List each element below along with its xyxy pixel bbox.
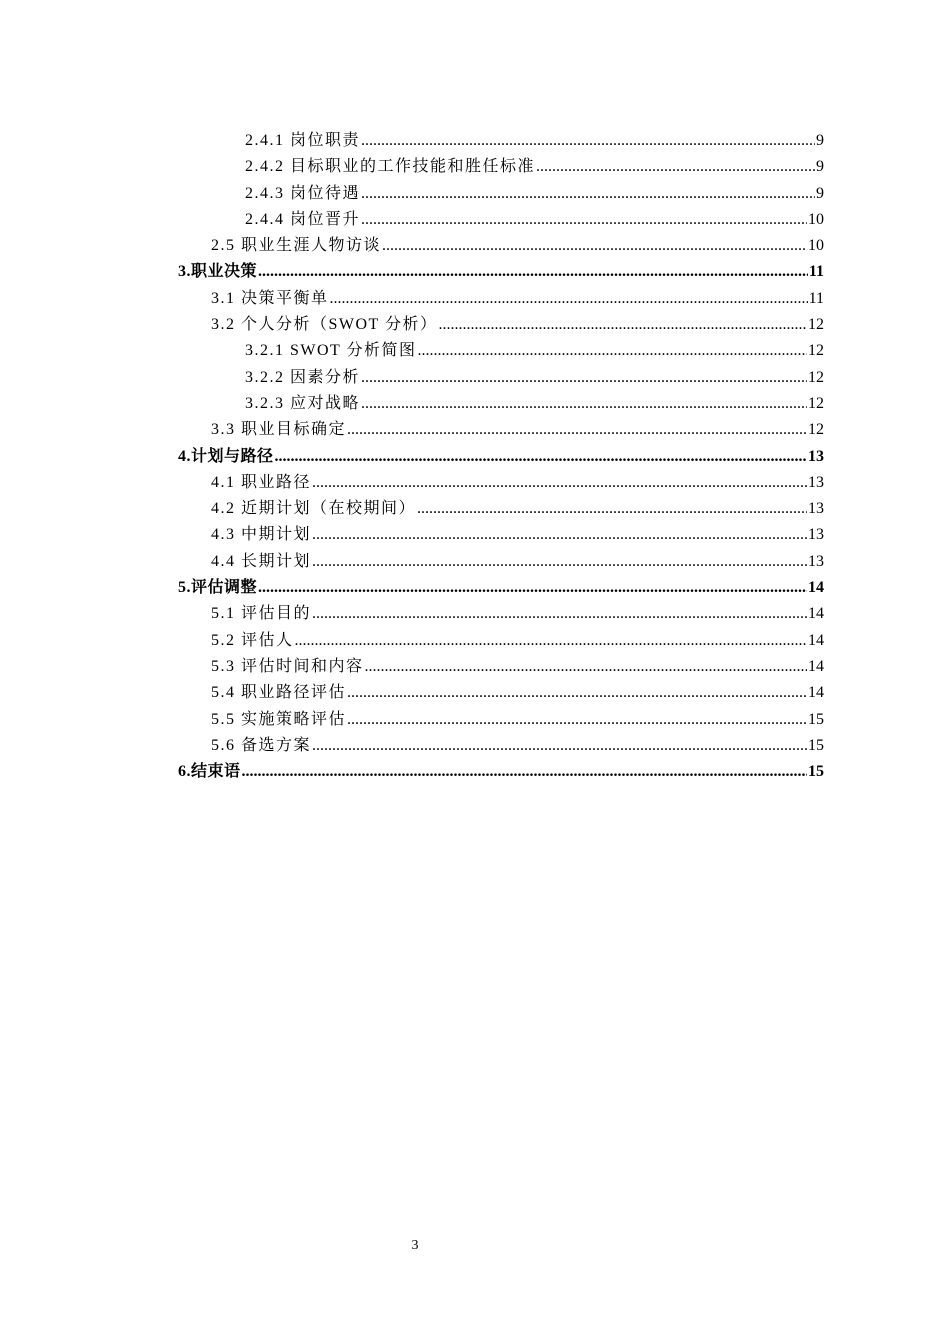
toc-entry-title: 5.3 评估时间和内容	[211, 657, 364, 675]
toc-entry-page: 13	[808, 447, 824, 465]
toc-entry[interactable]	[178, 733, 824, 759]
toc-dot-leader	[258, 259, 808, 285]
toc-entry-page: 12	[808, 421, 824, 439]
toc-entry[interactable]	[178, 417, 824, 443]
toc-entry-page: 9	[816, 158, 824, 176]
toc-dot-leader	[312, 601, 807, 627]
toc-dot-leader	[536, 154, 815, 180]
toc-entry-page: 14	[808, 579, 824, 597]
toc-dot-leader	[347, 417, 807, 443]
toc-dot-leader	[361, 391, 807, 417]
toc-entry-title: 4.4 长期计划	[211, 552, 312, 570]
toc-dot-leader	[312, 470, 807, 496]
toc-entry-page: 10	[808, 237, 824, 255]
toc-dot-leader	[361, 128, 815, 154]
toc-entry-page: 14	[808, 657, 824, 675]
toc-entry-page: 10	[808, 210, 824, 228]
toc-entry-page: 12	[808, 342, 824, 360]
toc-entry[interactable]	[178, 286, 824, 312]
toc-entry-title: 4.1 职业路径	[211, 473, 312, 491]
toc-entry-page: 15	[808, 763, 824, 781]
toc-entry-page: 14	[808, 684, 824, 702]
toc-entry-page: 14	[808, 605, 824, 623]
toc-entry-page: 14	[808, 631, 824, 649]
toc-entry-title: 3.2.3 应对战略	[245, 394, 361, 412]
toc-entry[interactable]	[178, 365, 824, 391]
toc-entry-title: 3.3 职业目标确定	[211, 421, 347, 439]
toc-entry[interactable]	[178, 391, 824, 417]
toc-dot-leader	[275, 444, 807, 470]
toc-entry[interactable]	[178, 575, 824, 601]
toc-dot-leader	[365, 654, 807, 680]
toc-entry[interactable]	[178, 549, 824, 575]
toc-entry-title: 5.5 实施策略评估	[211, 710, 347, 728]
toc-entry-title: 6.结束语	[178, 763, 241, 781]
toc-entry[interactable]	[178, 654, 824, 680]
toc-dot-leader	[295, 628, 807, 654]
toc-dot-leader	[418, 338, 807, 364]
toc-entry-title: 5.2 评估人	[211, 631, 294, 649]
toc-dot-leader	[417, 496, 807, 522]
toc-entry[interactable]	[178, 496, 824, 522]
toc-entry-title: 2.4.2 目标职业的工作技能和胜任标准	[245, 158, 536, 176]
toc-entry-title: 3.2.1 SWOT 分析简图	[245, 342, 417, 360]
toc-dot-leader	[361, 181, 815, 207]
toc-entry-title: 3.1 决策平衡单	[211, 289, 329, 307]
toc-entry-page: 13	[808, 473, 824, 491]
toc-entry-page: 11	[808, 263, 824, 281]
toc-entry[interactable]	[178, 601, 824, 627]
toc-entry[interactable]	[178, 338, 824, 364]
toc-dot-leader	[242, 759, 807, 785]
toc-entry-title: 5.4 职业路径评估	[211, 684, 347, 702]
toc-entry-page: 13	[808, 552, 824, 570]
toc-entry[interactable]	[178, 707, 824, 733]
toc-entry-page: 13	[808, 526, 824, 544]
toc-entry[interactable]	[178, 154, 824, 180]
toc-entry-page: 12	[808, 316, 824, 334]
toc-dot-leader	[258, 575, 807, 601]
page-number: 3	[411, 1238, 419, 1253]
toc-entry-title: 2.5 职业生涯人物访谈	[211, 237, 382, 255]
toc-entry-page: 15	[808, 736, 824, 754]
toc-entry[interactable]	[178, 233, 824, 259]
toc-entry-page: 9	[816, 132, 824, 149]
toc-entry[interactable]	[178, 259, 824, 285]
toc-dot-leader	[347, 680, 807, 706]
toc-dot-leader	[312, 549, 807, 575]
toc-entry-page: 9	[816, 184, 824, 202]
toc-entry-title: 4.计划与路径	[178, 447, 274, 465]
toc-entry-title: 5.1 评估目的	[211, 605, 312, 623]
toc-dot-leader	[330, 286, 808, 312]
toc-entry[interactable]	[178, 181, 824, 207]
toc-dot-leader	[361, 365, 807, 391]
toc-entry[interactable]	[178, 470, 824, 496]
toc-dot-leader	[312, 522, 807, 548]
toc-entry-title: 5.评估调整	[178, 579, 258, 597]
toc-entry[interactable]	[178, 207, 824, 233]
toc-entry-title: 3.2 个人分析（SWOT 分析）	[211, 316, 438, 334]
toc-dot-leader	[382, 233, 807, 259]
table-of-contents	[178, 128, 824, 785]
toc-entry-title: 2.4.1 岗位职责	[245, 132, 361, 149]
toc-entry-title: 2.4.3 岗位待遇	[245, 184, 361, 202]
toc-entry-title: 4.3 中期计划	[211, 526, 312, 544]
toc-entry-title: 3.2.2 因素分析	[245, 368, 361, 386]
toc-entry[interactable]	[178, 680, 824, 706]
toc-entry-title: 5.6 备选方案	[211, 736, 312, 754]
toc-entry[interactable]	[178, 759, 824, 785]
toc-entry-title: 2.4.4 岗位晋升	[245, 210, 361, 228]
toc-entry-page: 13	[808, 500, 824, 518]
toc-dot-leader	[312, 733, 807, 759]
toc-dot-leader	[347, 707, 807, 733]
toc-entry-title: 4.2 近期计划（在校期间）	[211, 500, 417, 518]
toc-entry[interactable]	[178, 628, 824, 654]
toc-entry-page: 15	[808, 710, 824, 728]
toc-entry-page: 12	[808, 394, 824, 412]
toc-entry[interactable]	[178, 128, 824, 154]
toc-dot-leader	[361, 207, 807, 233]
toc-entry-page: 12	[808, 368, 824, 386]
toc-entry[interactable]	[178, 444, 824, 470]
toc-entry[interactable]	[178, 312, 824, 338]
toc-entry-title: 3.职业决策	[178, 263, 258, 281]
toc-entry-page: 11	[808, 289, 824, 307]
toc-dot-leader	[439, 312, 807, 338]
toc-entry[interactable]	[178, 522, 824, 548]
